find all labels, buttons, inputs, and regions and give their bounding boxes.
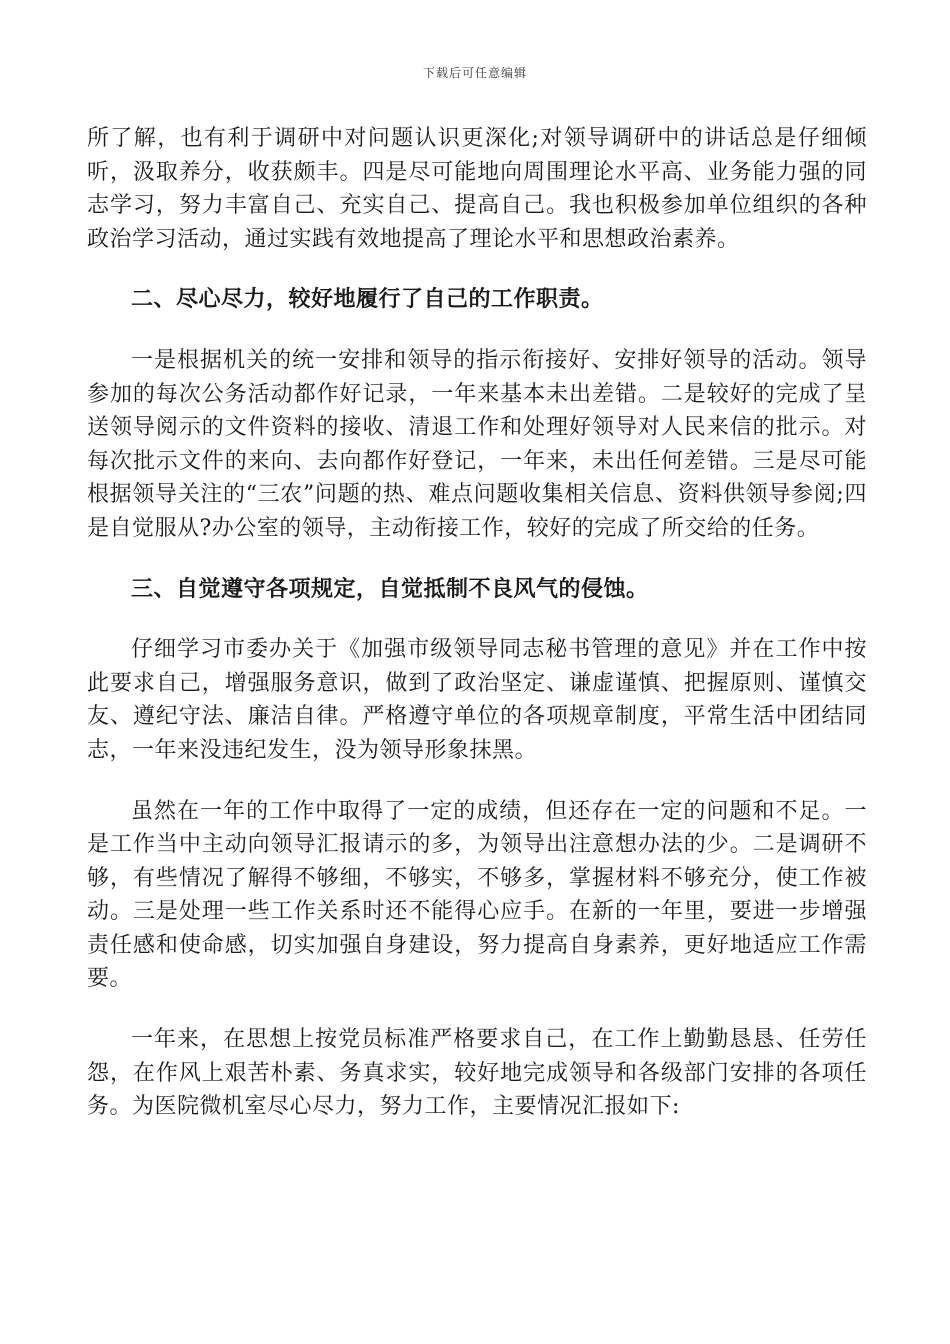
paragraph-1: 所了解，也有利于调研中对问题认识更深化;对领导调研中的讲话总是仔细倾听，汲取养分，收获颇丰。四是尽可能地向周围理论水平高、业务能力强的同志学习，努力丰富自己、充实自己、提高自己。我也积极参加单位组织的各种政治学习活动，通过实践有效地提高了理论水平和思想政治素养。	[87, 126, 867, 252]
section-heading-3: 三、自觉遵守各项规定，自觉抵制不良风气的侵蚀。	[131, 575, 649, 602]
paragraph-3: 仔细学习市委办关于《加强市级领导同志秘书管理的意见》并在工作中按此要求自己，增强服务意识，做到了政治坚定、谦虚谨慎、把握原则、谨慎交友、遵纪守法、廉洁自律。严格遵守单位的各项规章制度，平常生活中团结同志，一年来没违纪发生，没为领导形象抹黑。	[87, 637, 867, 763]
section-heading-2: 二、尽心尽力，较好地履行了自己的工作职责。	[131, 286, 604, 313]
document-body	[87, 122, 867, 1151]
paragraph-2: 一是根据机关的统一安排和领导的指示衔接好、安排好领导的活动。领导参加的每次公务活动都作好记录，一年来基本未出差错。二是较好的完成了呈送领导阅示的文件资料的接收、清退工作和处理好领导对人民来信的批示。对每次批示文件的来向、去向都作好登记，一年来，未出任何差错。三是尽可能根据领导关注的“三农”问题的热、难点问题收集相关信息、资料供领导参阅;四是自觉服从?办公室的领导，主动衔接工作，较好的完成了所交给的任务。	[87, 347, 867, 541]
paragraph-4: 虽然在一年的工作中取得了一定的成绩，但还存在一定的问题和不足。一是工作当中主动向领导汇报请示的多，为领导出注意想办法的少。二是调研不够，有些情况了解得不够细，不够实，不够多，掌握材料不够充分，使工作被动。三是处理一些工作关系时还不能得心应手。在新的一年里，要进一步增强责任感和使命感，切实加强自身建设，努力提高自身素养，更好地适应工作需要。	[87, 798, 867, 992]
page-header: 下载后可任意编辑	[422, 66, 527, 80]
paragraph-5: 一年来，在思想上按党员标准严格要求自己，在工作上勤勤恳恳、任劳任怨，在作风上艰苦朴素、务真求实，较好地完成领导和各级部门安排的各项任务。为医院微机室尽心尽力，努力工作，主要情况汇报如下:	[87, 1027, 867, 1120]
